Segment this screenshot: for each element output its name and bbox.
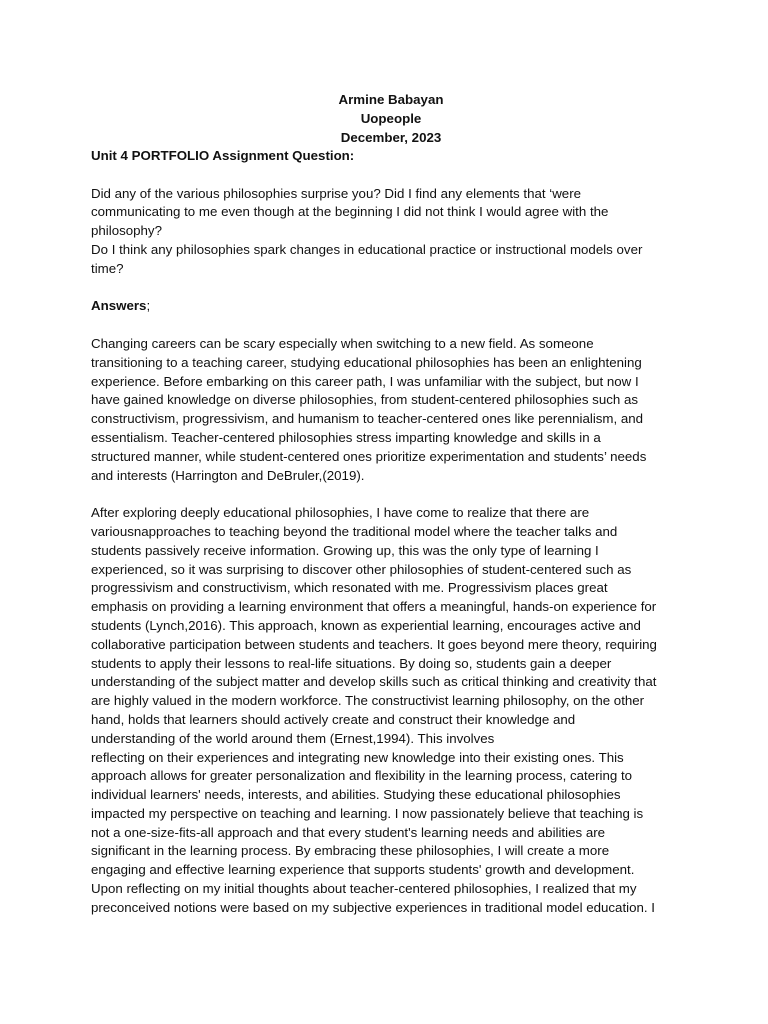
question-heading: Unit 4 PORTFOLIO Assignment Question: [91, 148, 355, 163]
question-line: communicating to me even though at the beginning I did not think I would agree with the [91, 204, 609, 220]
paragraph-line: approach allows for greater personalization and flexibility in the learning process, catering to [91, 768, 633, 784]
question-line: philosophy? [91, 223, 162, 239]
paragraph-line: hand, holds that learners should actively create and construct their knowledge and [91, 711, 576, 727]
paragraph-line: and interests (Harrington and DeBruler,(2019). [91, 467, 365, 483]
spacer [91, 485, 691, 504]
paragraph-line: experience. Before embarking on this career path, I was unfamiliar with the subject, but now I [91, 373, 639, 389]
paragraph-line: preconceived notions were based on my subjective experiences in traditional model education. I [91, 899, 655, 915]
spacer [91, 316, 691, 335]
paragraph-line: individual learners' needs, interests, and abilities. Studying these educational philosophies [91, 787, 621, 803]
author-name: Armine Babayan [338, 92, 444, 107]
paragraph-1 [91, 335, 691, 485]
paragraph-line: understanding of the world around them (Ernest,1994). This involves [91, 730, 495, 746]
paragraph-line: engaging and effective learning experience that supports students' growth and development. [91, 862, 635, 878]
paragraph-line: essentialism. Teacher-centered philosophies stress imparting knowledge and skills in a [91, 429, 601, 445]
paragraph-line: variousnapproaches to teaching beyond the traditional model where the teacher talks and [91, 523, 618, 539]
paragraph-line: progressivism and constructivism, which resonated with me. Progressivism places great [91, 580, 608, 596]
spacer [91, 166, 691, 185]
paragraph-line: students to apply their lessons to real-life situations. By doing so, students gain a deeper [91, 655, 612, 671]
answers-heading-line [91, 297, 691, 316]
paragraph-line: reflecting on their experiences and integrating new knowledge into their existing ones. This [91, 749, 624, 765]
document-date: December, 2023 [340, 130, 442, 145]
paragraph-line: emphasis on providing a learning environment that offers a meaningful, hands-on experience for [91, 599, 657, 615]
question-line: time? [91, 260, 124, 276]
institution-name: Uopeople [360, 111, 422, 126]
paragraph-line: experienced, so it was surprising to discover other philosophies of student-centered such as [91, 561, 632, 577]
paragraph-line: collaborative participation between students and teachers. It goes beyond mere theory, requiring [91, 636, 657, 652]
paragraph-line: impacted my perspective on teaching and learning. I now passionately believe that teaching is [91, 805, 644, 821]
paragraph-line: Changing careers can be scary especially when switching to a new field. As someone [91, 335, 594, 351]
question-line: Did any of the various philosophies surprise you? Did I find any elements that ‘were [91, 185, 582, 201]
answers-heading: Answers [91, 298, 147, 314]
paragraph-line: significant in the learning process. By embracing these philosophies, I will create a more [91, 843, 610, 859]
document-header [91, 90, 691, 147]
paragraph-line: students passively receive information. Growing up, this was the only type of learning I [91, 542, 599, 558]
paragraph-line: are highly valued in the modern workforce. The constructivist learning philosophy, on the other [91, 693, 645, 709]
paragraph-line: students (Lynch,2016). This approach, known as experiential learning, encourages active and [91, 617, 641, 633]
question-line: Do I think any philosophies spark changes in educational practice or instructional models over [91, 241, 643, 257]
answers-heading-suffix: ; [146, 298, 151, 314]
paragraph-line: structured manner, while student-centered ones prioritize experimentation and students’ needs [91, 448, 647, 464]
paragraph-line: After exploring deeply educational philosophies, I have come to realize that there are [91, 505, 590, 521]
paragraph-line: not a one-size-fits-all approach and that every student's learning needs and abilities are [91, 824, 606, 840]
spacer [91, 279, 691, 298]
paragraph-line: understanding of the subject matter and develop skills such as critical thinking and creativity that [91, 674, 657, 690]
paragraph-2 [91, 504, 691, 918]
paragraph-line: transitioning to a teaching career, studying educational philosophies has been an enlightening [91, 354, 642, 370]
paragraph-line: constructivism, progressivism, and humanism to teacher-centered ones like perennialism, and [91, 411, 644, 427]
paragraph-line: Upon reflecting on my initial thoughts about teacher-centered philosophies, I realized that my [91, 881, 637, 897]
document-page [91, 90, 691, 918]
paragraph-line: have gained knowledge on diverse philosophies, from student-centered philosophies such as [91, 392, 638, 408]
question-text [91, 185, 691, 279]
